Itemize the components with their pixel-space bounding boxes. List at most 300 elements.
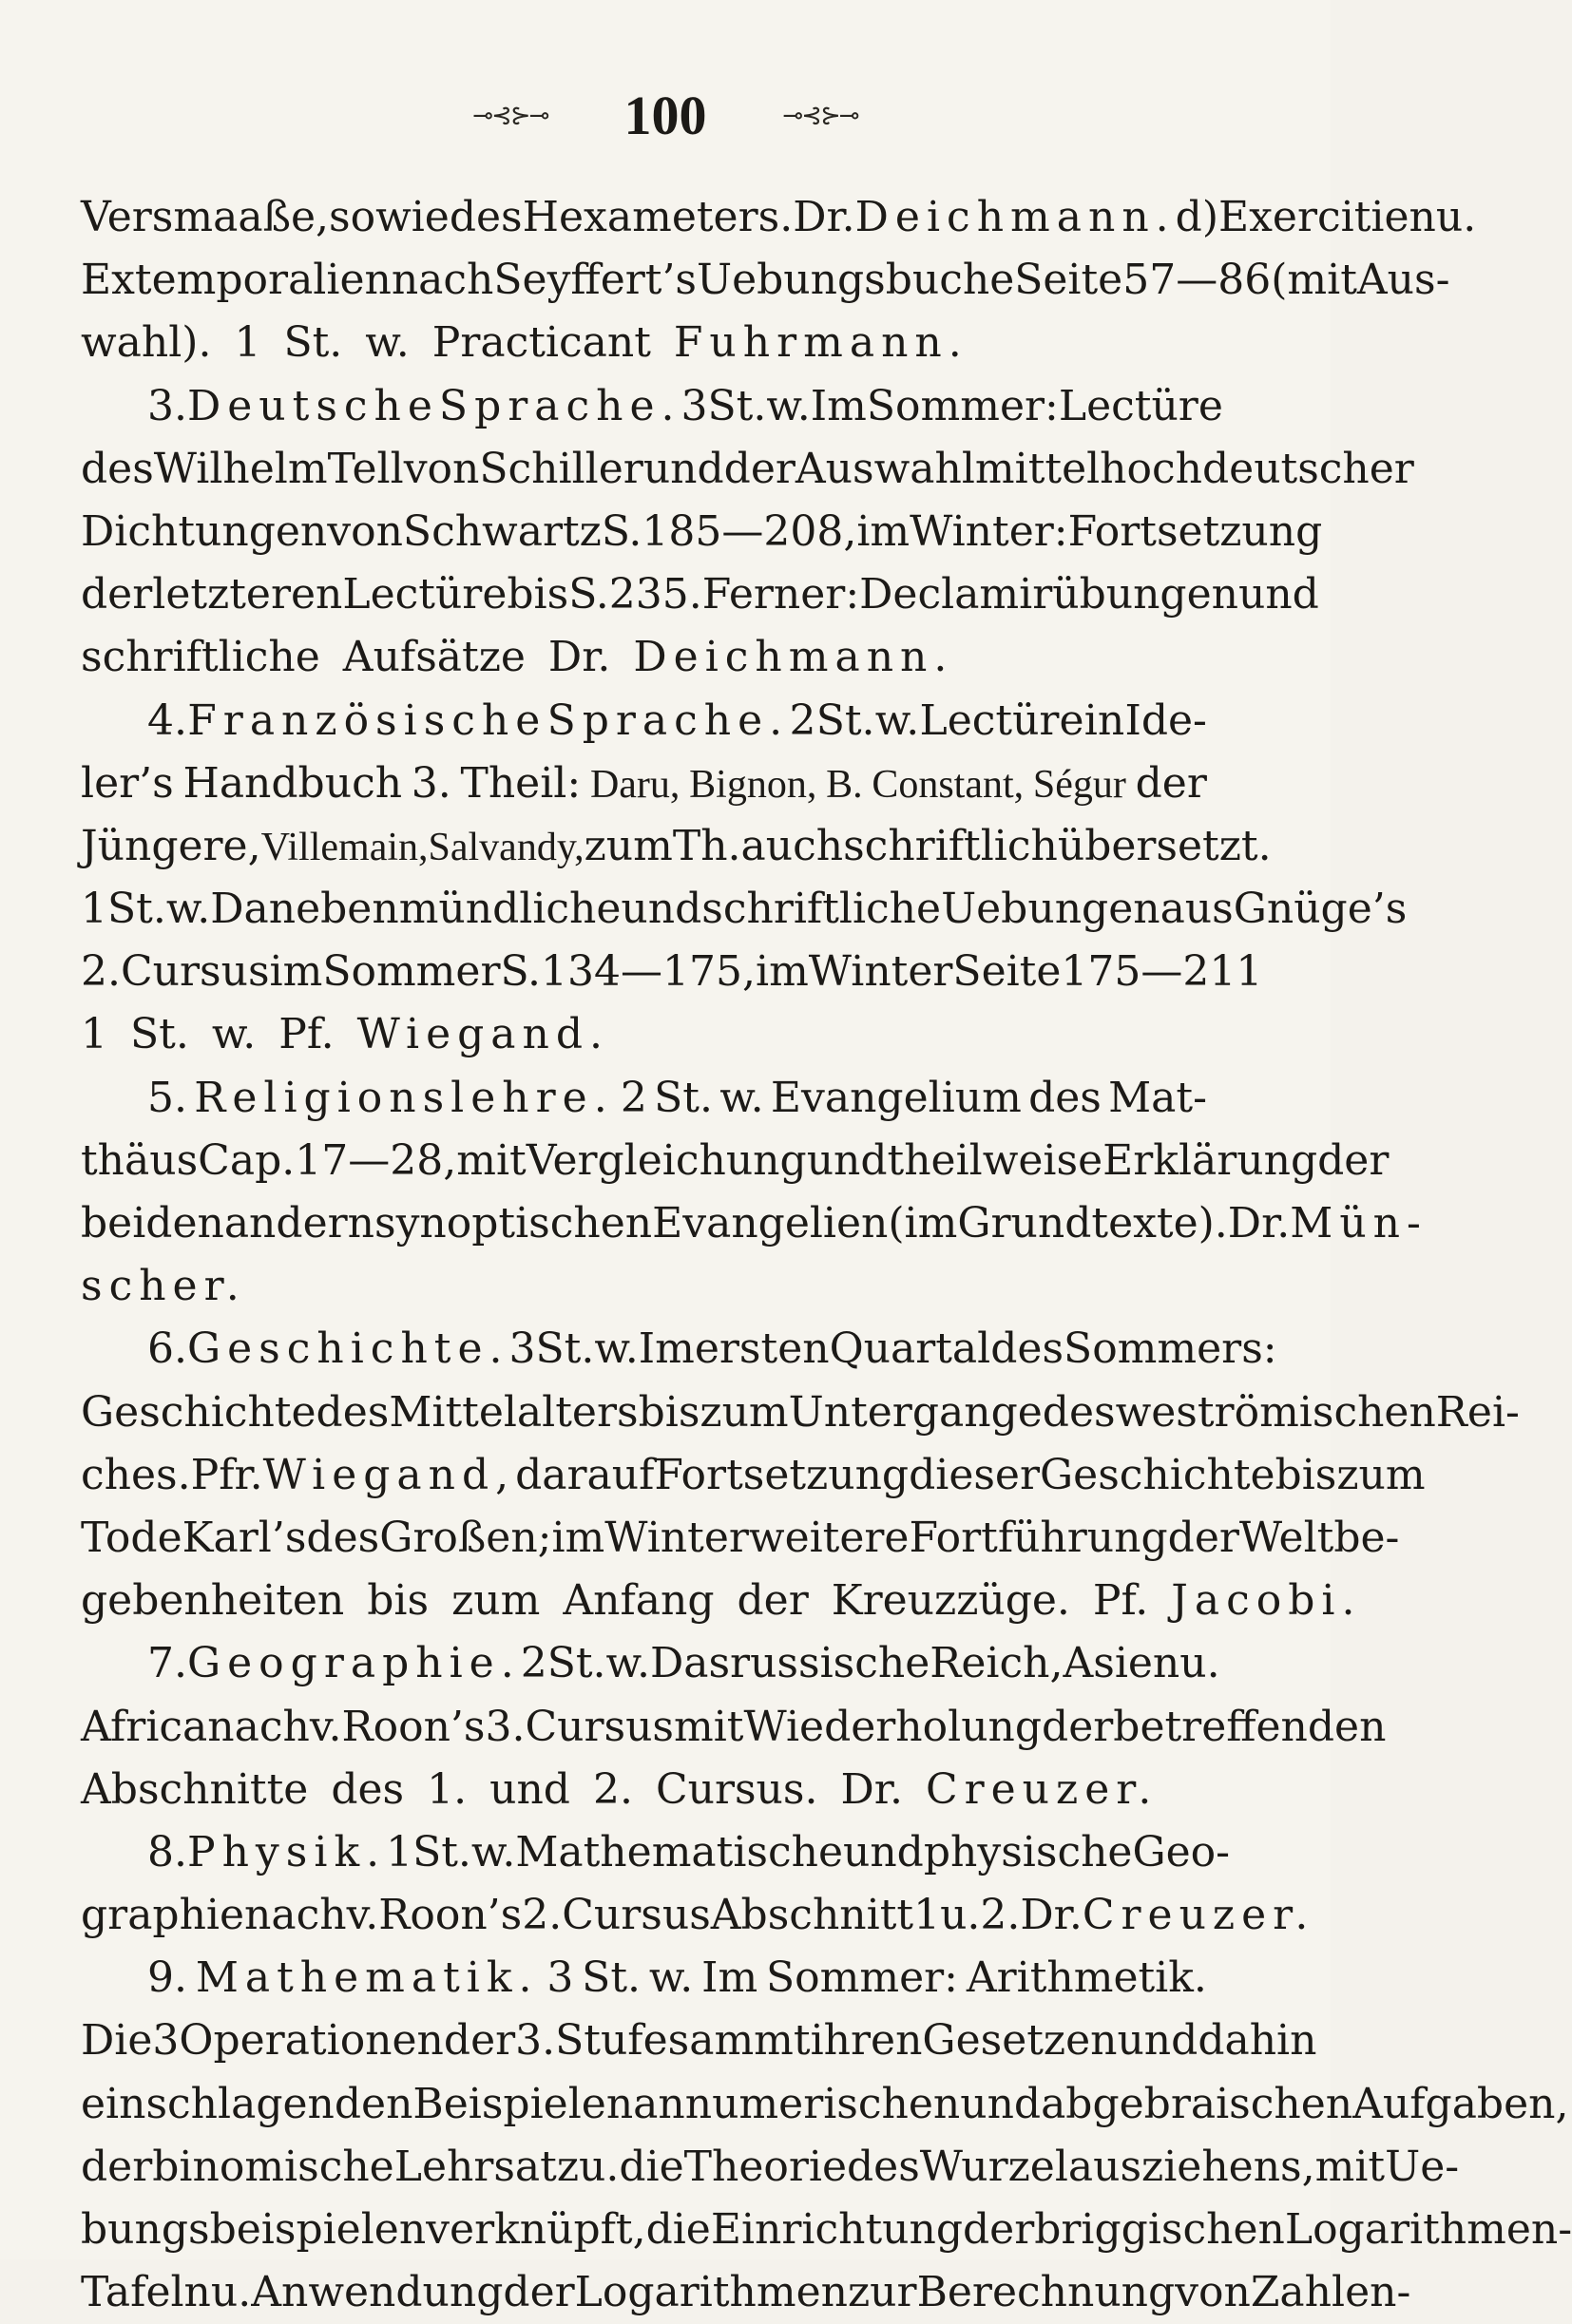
word: v. xyxy=(346,1891,379,1940)
left-ornament: ⊸⊰⊱⊸ xyxy=(472,101,548,130)
word: beiden xyxy=(81,1199,224,1248)
word: Lectüre xyxy=(919,695,1084,745)
word: des xyxy=(1028,1073,1102,1122)
page-number: 100 xyxy=(623,85,707,146)
text-line xyxy=(81,1759,1207,1821)
word: Sommers: xyxy=(1064,1324,1277,1374)
word: Zahlen- xyxy=(1250,2268,1411,2317)
text-line xyxy=(81,375,1223,438)
word: 1 xyxy=(81,885,107,934)
word: 3. xyxy=(485,1702,526,1751)
word: Winter xyxy=(808,947,953,997)
word: w. xyxy=(211,1010,257,1059)
word: des xyxy=(449,193,523,241)
word: des xyxy=(316,1387,390,1437)
word: sowie xyxy=(329,193,450,241)
text-line xyxy=(81,563,1319,626)
word: dieser xyxy=(909,1450,1041,1499)
word: des xyxy=(847,2142,920,2191)
word: d) xyxy=(1175,193,1218,241)
word: Schiller xyxy=(479,444,643,493)
word: Einrichtung xyxy=(710,2205,963,2254)
word: Rei- xyxy=(1435,1387,1520,1437)
word: übersetzt. xyxy=(1057,821,1272,870)
text-line xyxy=(81,2073,1569,2136)
word: Pf. xyxy=(1092,1576,1149,1626)
word: 208, xyxy=(763,506,857,556)
word: Deutsche xyxy=(186,381,439,430)
word: — xyxy=(348,1135,391,1185)
word: dahin xyxy=(1198,2016,1317,2066)
word: briggischen xyxy=(1034,2205,1285,2254)
text-line xyxy=(81,1947,1207,2010)
word: nach xyxy=(391,256,494,305)
word: weströmischen xyxy=(1115,1387,1436,1437)
word: Uebungsbuche xyxy=(697,256,1015,305)
word: zum xyxy=(584,821,673,870)
word: Das xyxy=(649,1639,731,1688)
word: einschlagenden xyxy=(81,2079,413,2128)
word: und xyxy=(642,444,724,493)
text-line xyxy=(81,1632,1220,1695)
word: Aufsätze xyxy=(342,633,526,682)
text-line xyxy=(81,2199,1572,2261)
word: 7. xyxy=(147,1639,187,1688)
word: 1 xyxy=(81,1010,107,1059)
word: Creuzer. xyxy=(1082,1891,1315,1940)
word: St. xyxy=(707,381,767,430)
word: 1 xyxy=(386,1827,413,1876)
word: Winter: xyxy=(910,506,1068,556)
word: theilweise xyxy=(887,1135,1103,1185)
word: Roon’s xyxy=(378,1891,523,1940)
text-line xyxy=(81,249,1450,312)
word: 3 xyxy=(546,1953,574,2003)
word: Auswahl xyxy=(795,444,975,493)
word: Vergleichung xyxy=(526,1135,807,1185)
word: 3. xyxy=(515,2016,556,2066)
word: 4. xyxy=(147,695,187,745)
word: Constant, xyxy=(872,762,1025,807)
text-line xyxy=(81,815,1272,878)
word: Mün- xyxy=(1290,1199,1428,1248)
word: 185 xyxy=(642,506,722,556)
word: binomische xyxy=(152,2142,394,2191)
word: Anwendung xyxy=(251,2268,504,2317)
word: 5. xyxy=(147,1073,187,1122)
word: Th. xyxy=(672,821,741,870)
word: synoptischen xyxy=(374,1199,653,1248)
word: 1. xyxy=(427,1764,468,1814)
word: Roon’s xyxy=(341,1702,486,1751)
word: Fortführung xyxy=(909,1513,1168,1562)
word: Kreuzzüge. xyxy=(831,1576,1070,1626)
word: im xyxy=(756,947,809,997)
word: der xyxy=(1317,1135,1390,1185)
word: mündliche xyxy=(398,885,622,934)
word: Gnüge’s xyxy=(1233,885,1408,934)
word: Jacobi. xyxy=(1171,1576,1362,1626)
word: Cursus xyxy=(562,1891,711,1940)
text-line xyxy=(81,1130,1390,1192)
text-line xyxy=(81,1444,1426,1507)
word: Fortsetzung xyxy=(1067,506,1323,556)
word: der xyxy=(962,2205,1035,2254)
text-line xyxy=(81,1884,1315,1947)
word: 1 xyxy=(234,318,261,368)
word: Deichmann. xyxy=(633,633,954,682)
word: Stufe xyxy=(555,2016,668,2066)
word: Lectüre xyxy=(1058,381,1223,430)
word: Grundtexte). xyxy=(957,1199,1228,1248)
word: Sprache. xyxy=(546,695,790,745)
word: sammt xyxy=(667,2016,811,2066)
text-line xyxy=(81,690,1207,752)
right-ornament: ⊸⊰⊱⊸ xyxy=(782,101,858,130)
word: — xyxy=(721,506,764,556)
word: nach xyxy=(207,1702,310,1751)
body-text xyxy=(81,186,1572,2324)
word: letzteren xyxy=(152,570,343,619)
word: St. xyxy=(815,695,875,745)
word: mit xyxy=(456,1135,527,1185)
word: 28, xyxy=(390,1135,457,1185)
word: numerischen xyxy=(684,2079,961,2128)
word: und xyxy=(843,1827,924,1876)
word: w. xyxy=(365,318,410,368)
word: Sprache. xyxy=(438,381,681,430)
word: 175 xyxy=(1061,947,1141,997)
word: w. xyxy=(605,1639,650,1688)
word: St. xyxy=(130,1010,189,1059)
word: Daneben xyxy=(210,885,399,934)
text-line xyxy=(81,752,1207,815)
word: mittelhochdeutscher xyxy=(974,444,1414,493)
word: 3 xyxy=(681,381,708,430)
word: 2. xyxy=(592,1764,633,1814)
word: Anfang xyxy=(563,1576,715,1626)
word: bis xyxy=(367,1576,430,1626)
word: 6. xyxy=(147,1324,187,1374)
word: Cursus. xyxy=(655,1764,818,1814)
word: Dr. xyxy=(1227,1199,1291,1248)
word: Geographie. xyxy=(186,1639,521,1688)
word: Mathematische xyxy=(515,1827,843,1876)
word: Cap. xyxy=(198,1135,296,1185)
word: 8. xyxy=(147,1827,187,1876)
word: ihren xyxy=(810,2016,923,2066)
word: 9. xyxy=(147,1953,187,2003)
word: St. xyxy=(654,1073,713,1122)
word: u. xyxy=(1435,193,1477,241)
word: ler’s xyxy=(81,758,174,808)
word: physische xyxy=(923,1827,1133,1876)
word: bis xyxy=(1275,1450,1337,1499)
text-line xyxy=(81,1192,1428,1255)
text-line xyxy=(81,501,1323,563)
word: ersten xyxy=(694,1324,830,1374)
word: Französische xyxy=(187,695,547,745)
word: B. xyxy=(826,762,863,807)
word: Fortsetzung xyxy=(654,1450,910,1499)
word: St. xyxy=(582,1953,641,2003)
word: bis xyxy=(638,1387,700,1437)
word: Lectüre xyxy=(342,570,508,619)
word: Geschichte xyxy=(81,1387,316,1437)
text-line xyxy=(81,438,1414,501)
text-line xyxy=(81,1570,1362,1632)
word: der xyxy=(81,570,153,619)
word: Dr. xyxy=(1020,1891,1083,1940)
word: Exercitien xyxy=(1218,193,1436,241)
word: Declamirübungen xyxy=(859,570,1238,619)
word: Wiederholung xyxy=(743,1702,1043,1751)
word: zum xyxy=(1336,1450,1426,1499)
word: Geo- xyxy=(1132,1827,1231,1876)
word: 134 xyxy=(541,947,622,997)
word: der xyxy=(1167,1513,1239,1562)
word: an xyxy=(633,2079,685,2128)
word: der xyxy=(503,2268,575,2317)
word: Im xyxy=(638,1324,695,1374)
word: Winter xyxy=(604,1513,749,1562)
word: Theil: xyxy=(460,758,582,808)
word: Tode xyxy=(81,1513,182,1562)
word: schriftliche xyxy=(81,633,320,682)
word: Reich, xyxy=(930,1639,1064,1688)
word: Sommer: xyxy=(766,1953,958,2003)
word: Im xyxy=(810,381,867,430)
word: Uebungen xyxy=(941,885,1160,934)
page-header xyxy=(0,84,1331,147)
word: u. xyxy=(940,1891,981,1940)
text-line xyxy=(81,1507,1400,1570)
word: in xyxy=(1083,695,1125,745)
word: Untergange xyxy=(788,1387,1043,1437)
word: im xyxy=(551,1513,605,1562)
word: Practicant xyxy=(431,318,651,368)
word: — xyxy=(1176,256,1218,305)
word: Bignon, xyxy=(689,762,817,807)
word: u. xyxy=(210,2268,252,2317)
text-line xyxy=(81,186,1477,249)
word: Geschichte xyxy=(1040,1450,1275,1499)
word: w. xyxy=(648,1953,694,2003)
word: Africa xyxy=(81,1702,208,1751)
word: der xyxy=(1042,1702,1114,1751)
word: Salvandy, xyxy=(428,825,585,869)
word: 3 xyxy=(508,1324,536,1374)
word: andern xyxy=(223,1199,374,1248)
word: im xyxy=(856,506,911,556)
word: russische xyxy=(730,1639,930,1688)
word: Dr. xyxy=(793,193,855,241)
word: des xyxy=(990,1324,1064,1374)
text-line xyxy=(81,1003,1207,1066)
word: Versmaaße, xyxy=(81,193,329,241)
text-line xyxy=(81,1696,1387,1759)
word: bis xyxy=(507,570,569,619)
word: der xyxy=(723,444,796,493)
word: Evangelien xyxy=(652,1199,889,1248)
word: Fuhrmann. xyxy=(673,318,968,368)
word: 2 xyxy=(620,1073,647,1122)
word: — xyxy=(1141,947,1183,997)
word: Villemain, xyxy=(260,825,429,869)
word: bungsbeispielen xyxy=(81,2205,427,2254)
word: Ferner: xyxy=(701,570,860,619)
word: Hexameters. xyxy=(522,193,794,241)
word: Seite xyxy=(952,947,1062,997)
word: Logarithmen- xyxy=(1284,2205,1572,2254)
word: graphie xyxy=(81,1891,245,1940)
word: von xyxy=(327,506,403,556)
word: S. xyxy=(601,506,642,556)
word: Dr. xyxy=(547,633,611,682)
word: Wiegand, xyxy=(262,1450,516,1499)
word: des xyxy=(306,1513,380,1562)
word: schriftliche xyxy=(701,885,942,934)
word: des xyxy=(1042,1387,1116,1437)
word: Asien xyxy=(1063,1639,1180,1688)
word: Tell xyxy=(327,444,404,493)
word: schriftlich xyxy=(843,821,1058,870)
word: Theorie xyxy=(683,2142,847,2191)
word: w. xyxy=(874,695,920,745)
word: Physik. xyxy=(186,1827,387,1876)
word: mit xyxy=(1314,2142,1386,2191)
word: Karl’s xyxy=(182,1513,307,1562)
word: Operationen xyxy=(179,2016,444,2066)
word: Geschichte. xyxy=(186,1324,509,1374)
word: Die xyxy=(81,2016,153,2066)
word: Wiegand. xyxy=(356,1010,610,1059)
word: nach xyxy=(244,1891,347,1940)
word: Sommer: xyxy=(866,381,1059,430)
word: w. xyxy=(470,1827,516,1876)
word: Ségur xyxy=(1032,762,1126,807)
word: Mathematik. xyxy=(195,1953,539,2003)
word: Deichmann. xyxy=(854,193,1176,241)
word: Tafeln xyxy=(81,2268,211,2317)
word: Seite xyxy=(1014,256,1123,305)
word: Weltbe- xyxy=(1238,1513,1400,1562)
word: abgebraischen xyxy=(1041,2079,1353,2128)
word: u. xyxy=(579,2142,620,2191)
word: (mit xyxy=(1271,256,1357,305)
word: Logarithmen xyxy=(574,2268,848,2317)
word: Schwartz xyxy=(402,506,602,556)
word: Quartal xyxy=(829,1324,991,1374)
word: Aus- xyxy=(1356,256,1450,305)
word: Beispielen xyxy=(412,2079,634,2128)
word: Sommer xyxy=(322,947,501,997)
word: Seyffert’s xyxy=(493,256,698,305)
word: 3. xyxy=(147,381,187,430)
word: St. xyxy=(107,885,166,934)
word: des xyxy=(81,444,154,493)
word: 2. xyxy=(81,947,121,997)
word: zum xyxy=(700,1387,789,1437)
word: Handbuch xyxy=(182,758,403,808)
word: v. xyxy=(309,1702,342,1751)
text-line xyxy=(81,2010,1317,2072)
word: gebenheiten xyxy=(81,1576,345,1626)
word: 2. xyxy=(980,1891,1021,1940)
word: Pfr. xyxy=(190,1450,263,1499)
word: S. xyxy=(568,570,609,619)
word: der xyxy=(443,2016,516,2066)
word: S. xyxy=(500,947,542,997)
text-line xyxy=(81,1067,1207,1130)
word: Ide- xyxy=(1124,695,1207,745)
word: betreffenden xyxy=(1113,1702,1387,1751)
text-line xyxy=(81,878,1408,941)
word: verknüpft, xyxy=(426,2205,646,2254)
word: Dichtungen xyxy=(81,506,328,556)
word: Lehrsatz xyxy=(393,2142,580,2191)
word: 2. xyxy=(522,1891,563,1940)
word: 2 xyxy=(520,1639,547,1688)
word: und xyxy=(806,1135,888,1185)
word: 2 xyxy=(789,695,816,745)
text-line xyxy=(81,1255,1207,1318)
text-line xyxy=(81,941,1263,1003)
word: w. xyxy=(719,1073,764,1122)
word: und xyxy=(621,885,702,934)
word: Cursus xyxy=(525,1702,675,1751)
word: Mittelalters xyxy=(389,1387,639,1437)
word: 235. xyxy=(608,570,702,619)
word: zur xyxy=(848,2268,917,2317)
word: Arithmetik. xyxy=(966,1953,1207,2003)
text-line xyxy=(81,312,1207,374)
word: auch xyxy=(740,821,844,870)
word: weitere xyxy=(748,1513,910,1562)
word: 1 xyxy=(913,1891,941,1940)
text-line xyxy=(81,2136,1460,2199)
word: thäus xyxy=(81,1135,199,1185)
text-line xyxy=(81,626,1207,689)
word: und xyxy=(489,1764,570,1814)
word: Im xyxy=(701,1953,758,2003)
word: Pf. xyxy=(278,1010,335,1059)
word: 175, xyxy=(662,947,756,997)
word: der xyxy=(81,2142,153,2191)
word: w. xyxy=(594,1324,639,1374)
word: u. xyxy=(1179,1639,1220,1688)
word: darauf xyxy=(515,1450,655,1499)
word: Daru, xyxy=(589,762,681,807)
word: Erklärung xyxy=(1102,1135,1318,1185)
word: St. xyxy=(412,1827,471,1876)
word: und xyxy=(1117,2016,1198,2066)
word: St. xyxy=(283,318,343,368)
word: 17 xyxy=(295,1135,349,1185)
text-line xyxy=(81,2261,1411,2324)
word: — xyxy=(621,947,663,997)
word: scher. xyxy=(81,1262,246,1311)
word: Cursus xyxy=(120,947,270,997)
word: Aufgaben, xyxy=(1352,2079,1569,2128)
word: Ue- xyxy=(1385,2142,1460,2191)
word: Jüngere, xyxy=(81,821,261,870)
word: wahl). xyxy=(81,318,212,368)
word: (im xyxy=(888,1199,958,1248)
word: St. xyxy=(535,1324,595,1374)
word: 57 xyxy=(1122,256,1177,305)
word: der xyxy=(737,1576,809,1626)
